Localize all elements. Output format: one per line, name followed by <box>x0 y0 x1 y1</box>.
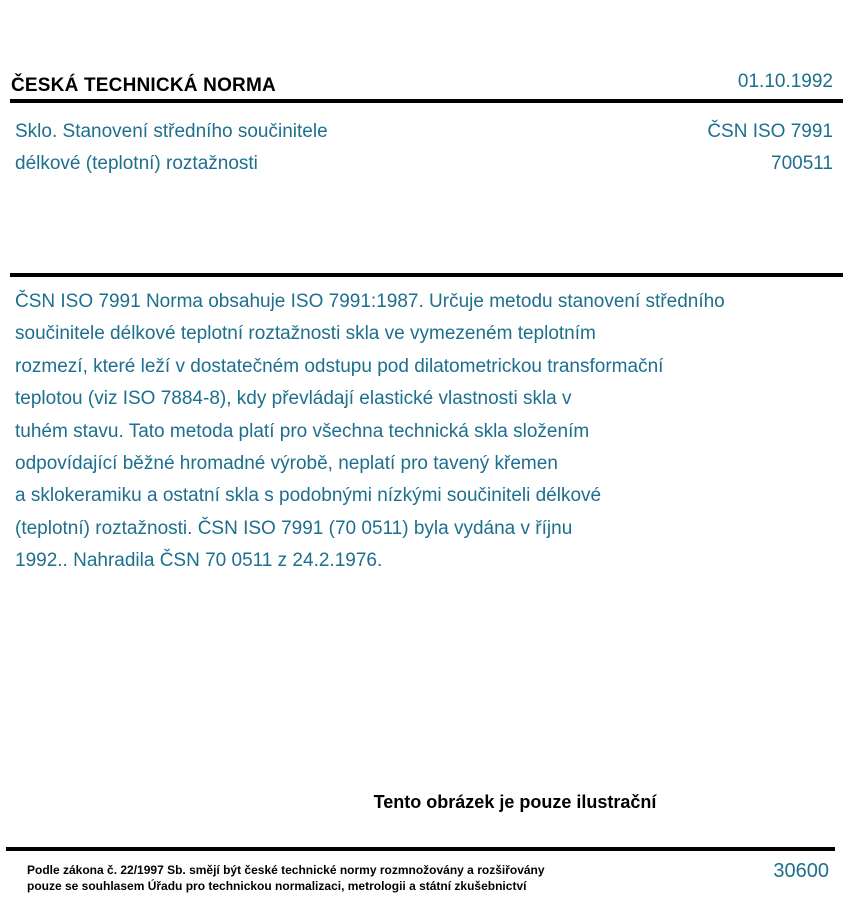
publication-date: 01.10.1992 <box>737 71 833 92</box>
subject-line-2: délkové (teplotní) roztažnosti <box>15 153 258 174</box>
standard-class: 700511 <box>771 153 833 174</box>
page-number: 30600 <box>773 860 829 882</box>
legal-notice <box>27 862 545 894</box>
legal-line-2: pouze se souhlasem Úřadu pro technickou normalizaci, metrologii a státní zkušebnictví <box>27 879 527 893</box>
abstract-text: ČSN ISO 7991 Norma obsahuje ISO 7991:1987. Určuje metodu stanovení středního součinitele délkové teplotní roztažnosti skla ve vymezeném teplotním rozmezí, které leží v dostatečném odstupu pod dilatometrickou transformační teplotou (viz ISO 7884-8), kdy převládají elastické vlastnosti skla v tuhém stavu. Tato metoda platí pro všechna technická skla složením odpovídající běžné hromadné výrobě, neplatí pro tavený křemen a sklokeramiku a ostatní skla s podobnými nízkými součiniteli délkové (teplotní) roztažnosti. ČSN ISO 7991 (70 0511) byla vydána v říjnu 1992.. Nahradila ČSN 70 0511 z 24.2.1976. <box>15 291 725 572</box>
legal-line-1: Podle zákona č. 22/1997 Sb. smějí být české technické normy rozmnožovány a rozšiřovány <box>27 863 545 877</box>
standard-code: ČSN ISO 7991 <box>707 121 833 142</box>
subject-line-1: Sklo. Stanovení středního součinitele <box>15 121 328 142</box>
section-divider <box>10 273 843 277</box>
illustration-notice: Tento obrázek je pouze ilustrační <box>373 792 657 812</box>
standard-identifier <box>707 116 833 180</box>
document-title: ČESKÁ TECHNICKÁ NORMA <box>11 75 276 96</box>
header-divider <box>10 99 843 103</box>
standard-subject <box>15 116 328 180</box>
footer-divider <box>6 847 835 851</box>
